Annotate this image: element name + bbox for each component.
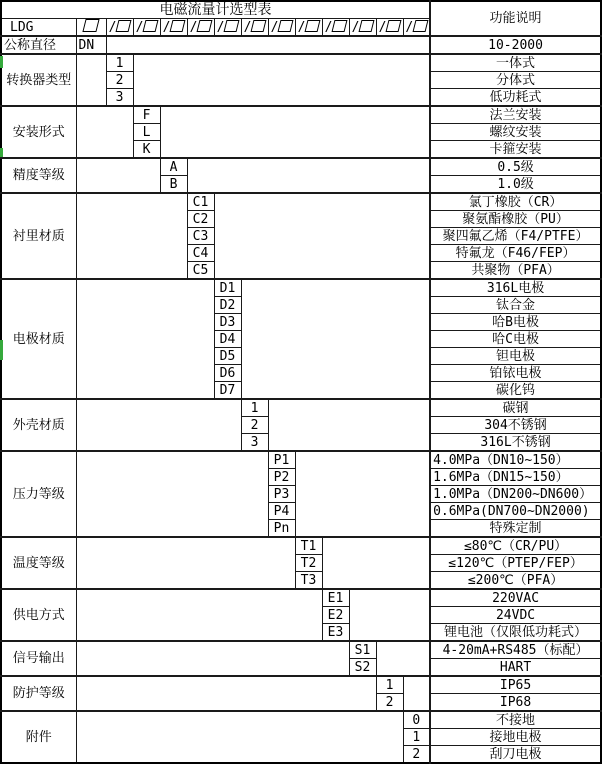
checkbox-icon — [143, 20, 159, 32]
spacer-cell — [76, 399, 241, 451]
spacer-cell — [376, 641, 430, 676]
checkbox-icon — [251, 20, 267, 32]
dn-range-cell: 10-2000 — [430, 36, 601, 54]
option-code-cell: S2 — [349, 659, 376, 677]
spacer-cell — [241, 279, 430, 399]
option-desc-cell: 锂电池（仅限低功耗式） — [430, 624, 601, 642]
slash-separator: / — [324, 19, 333, 35]
checkbox-icon — [82, 19, 99, 32]
scan-artifact — [0, 148, 3, 157]
group-label: 压力等级 — [1, 451, 76, 537]
slash-separator: / — [162, 19, 171, 35]
option-code-cell: E3 — [322, 624, 349, 642]
spacer-cell — [76, 589, 322, 641]
option-desc-cell: IP65 — [430, 676, 601, 694]
slash-separator: / — [216, 19, 225, 35]
spacer-cell — [76, 451, 268, 537]
slash-separator: / — [405, 19, 414, 35]
option-desc-cell: HART — [430, 659, 601, 677]
option-desc-cell: ≤120℃（PTEP/FEP） — [430, 555, 601, 572]
option-desc-cell: 螺纹安装 — [430, 124, 601, 141]
spacer-cell — [349, 589, 430, 641]
option-desc-cell: 0.5级 — [430, 158, 601, 176]
checkbox-icon — [332, 20, 348, 32]
model-checkbox-cell — [76, 19, 106, 37]
option-code-cell: S1 — [349, 641, 376, 659]
slash-separator: / — [108, 19, 117, 35]
option-code-cell: 2 — [241, 417, 268, 434]
slash-separator: / — [135, 19, 144, 35]
checkbox-icon — [305, 20, 321, 32]
option-code-cell: L — [133, 124, 160, 141]
table-title: 电磁流量计选型表 — [1, 1, 430, 19]
scan-artifact — [0, 340, 3, 360]
checkbox-icon — [197, 20, 213, 32]
spacer-cell — [160, 106, 430, 158]
code-slot-cell — [376, 19, 403, 37]
option-desc-cell: IP68 — [430, 694, 601, 712]
group-label: 信号输出 — [1, 641, 76, 676]
checkbox-icon — [278, 20, 294, 32]
option-code-cell: T2 — [295, 555, 322, 572]
option-code-cell: C4 — [187, 245, 214, 262]
slash-separator: / — [270, 19, 279, 35]
option-desc-cell: 碳化钨 — [430, 382, 601, 400]
checkbox-icon — [170, 20, 186, 32]
code-slot-cell — [295, 19, 322, 37]
code-slot-cell — [160, 19, 187, 37]
option-desc-cell: 4.0MPa（DN10~150） — [430, 451, 601, 469]
option-code-cell: 2 — [376, 694, 403, 712]
group-label: 温度等级 — [1, 537, 76, 589]
option-code-cell: 3 — [106, 89, 133, 107]
row-label-nominal-diameter: 公称直径 — [1, 36, 76, 54]
code-slot-cell — [133, 19, 160, 37]
group-label: 转换器类型 — [1, 54, 76, 106]
option-code-cell: P1 — [268, 451, 295, 469]
spacer-cell — [187, 158, 430, 193]
spacer-cell — [76, 676, 376, 711]
spacer-cell — [76, 54, 106, 106]
option-desc-cell: 低功耗式 — [430, 89, 601, 107]
option-code-cell: P3 — [268, 486, 295, 503]
spacer-cell — [76, 106, 133, 158]
option-code-cell: D5 — [214, 348, 241, 365]
option-code-cell: D7 — [214, 382, 241, 400]
checkbox-icon — [413, 20, 429, 32]
spacer-cell — [76, 279, 214, 399]
option-desc-cell: 哈C电极 — [430, 331, 601, 348]
code-slot-cell — [241, 19, 268, 37]
model-code: LDG — [1, 19, 76, 37]
slash-separator: / — [351, 19, 360, 35]
spacer-cell — [76, 711, 403, 763]
option-desc-cell: 刮刀电极 — [430, 746, 601, 764]
option-code-cell: C1 — [187, 193, 214, 211]
option-code-cell: Pn — [268, 520, 295, 538]
option-desc-cell: 304不锈钢 — [430, 417, 601, 434]
option-code-cell: 2 — [403, 746, 430, 764]
checkbox-icon — [224, 20, 240, 32]
option-code-cell: T3 — [295, 572, 322, 590]
option-desc-cell: 1.6MPa（DN15~150） — [430, 469, 601, 486]
option-code-cell: D4 — [214, 331, 241, 348]
option-code-cell: B — [160, 176, 187, 194]
option-code-cell: D6 — [214, 365, 241, 382]
code-slot-cell — [349, 19, 376, 37]
spacer-cell — [403, 676, 430, 711]
option-desc-cell: 特氟龙（F46/FEP） — [430, 245, 601, 262]
option-code-cell: T1 — [295, 537, 322, 555]
group-label: 附件 — [1, 711, 76, 763]
group-label: 精度等级 — [1, 158, 76, 193]
option-desc-cell: 1.0MPa（DN200~DN600） — [430, 486, 601, 503]
option-code-cell: C2 — [187, 211, 214, 228]
group-label: 防护等级 — [1, 676, 76, 711]
code-slot-cell — [214, 19, 241, 37]
option-desc-cell: 铂铱电极 — [430, 365, 601, 382]
scan-artifact — [0, 56, 3, 68]
code-slot-cell — [106, 19, 133, 37]
spacer-cell — [295, 451, 430, 537]
option-desc-cell: 24VDC — [430, 607, 601, 624]
spacer-cell — [214, 193, 430, 279]
option-desc-cell: 哈B电极 — [430, 314, 601, 331]
option-desc-cell: 钛合金 — [430, 297, 601, 314]
option-code-cell: 1 — [106, 54, 133, 72]
spacer-cell — [322, 537, 430, 589]
option-desc-cell: 1.0级 — [430, 176, 601, 194]
option-desc-cell: 特殊定制 — [430, 520, 601, 538]
group-label: 衬里材质 — [1, 193, 76, 279]
option-code-cell: F — [133, 106, 160, 124]
option-code-cell: C3 — [187, 228, 214, 245]
slash-separator: / — [378, 19, 387, 35]
option-code-cell: 1 — [241, 399, 268, 417]
option-desc-cell: 钽电极 — [430, 348, 601, 365]
option-code-cell: 2 — [106, 72, 133, 89]
option-desc-cell: 一体式 — [430, 54, 601, 72]
option-desc-cell: ≤200℃（PFA） — [430, 572, 601, 590]
spacer-cell — [76, 537, 295, 589]
option-desc-cell: 碳钢 — [430, 399, 601, 417]
option-desc-cell: 4-20mA+RS485（标配） — [430, 641, 601, 659]
code-slot-cell — [187, 19, 214, 37]
dn-code-cell: DN — [76, 36, 106, 54]
option-code-cell: K — [133, 141, 160, 159]
spacer-cell — [76, 193, 187, 279]
option-desc-cell: 不接地 — [430, 711, 601, 729]
option-desc-cell: 316L电极 — [430, 279, 601, 297]
option-code-cell: D3 — [214, 314, 241, 331]
group-label: 外壳材质 — [1, 399, 76, 451]
option-code-cell: C5 — [187, 262, 214, 280]
option-code-cell: E1 — [322, 589, 349, 607]
group-label: 安装形式 — [1, 106, 76, 158]
option-code-cell: D2 — [214, 297, 241, 314]
spacer-cell — [106, 36, 430, 54]
option-desc-cell: 聚四氟乙烯（F4/PTFE） — [430, 228, 601, 245]
option-desc-cell: 共聚物（PFA） — [430, 262, 601, 280]
spacer-cell — [268, 399, 430, 451]
code-slot-cell — [403, 19, 430, 37]
option-desc-cell: 0.6MPa(DN700~DN2000) — [430, 503, 601, 520]
slash-separator: / — [243, 19, 252, 35]
function-desc-header: 功能说明 — [430, 1, 601, 36]
spacer-cell — [76, 641, 349, 676]
option-code-cell: E2 — [322, 607, 349, 624]
spacer-cell — [133, 54, 430, 106]
option-code-cell: 0 — [403, 711, 430, 729]
code-slot-cell — [322, 19, 349, 37]
option-code-cell: 1 — [403, 729, 430, 746]
checkbox-icon — [386, 20, 402, 32]
option-code-cell: P4 — [268, 503, 295, 520]
option-desc-cell: ≤80℃（CR/PU） — [430, 537, 601, 555]
option-code-cell: 3 — [241, 434, 268, 452]
option-desc-cell: 分体式 — [430, 72, 601, 89]
group-label: 电极材质 — [1, 279, 76, 399]
option-desc-cell: 220VAC — [430, 589, 601, 607]
checkbox-icon — [116, 20, 132, 32]
option-desc-cell: 法兰安装 — [430, 106, 601, 124]
group-label: 供电方式 — [1, 589, 76, 641]
option-desc-cell: 接地电极 — [430, 729, 601, 746]
slash-separator: / — [189, 19, 198, 35]
option-desc-cell: 316L不锈钢 — [430, 434, 601, 452]
slash-separator: / — [297, 19, 306, 35]
option-code-cell: D1 — [214, 279, 241, 297]
option-code-cell: A — [160, 158, 187, 176]
option-desc-cell: 卡箍安装 — [430, 141, 601, 159]
checkbox-icon — [359, 20, 375, 32]
option-desc-cell: 氯丁橡胶（CR） — [430, 193, 601, 211]
spacer-cell — [76, 158, 160, 193]
code-slot-cell — [268, 19, 295, 37]
option-code-cell: P2 — [268, 469, 295, 486]
option-desc-cell: 聚氨酯橡胶（PU） — [430, 211, 601, 228]
option-code-cell: 1 — [376, 676, 403, 694]
